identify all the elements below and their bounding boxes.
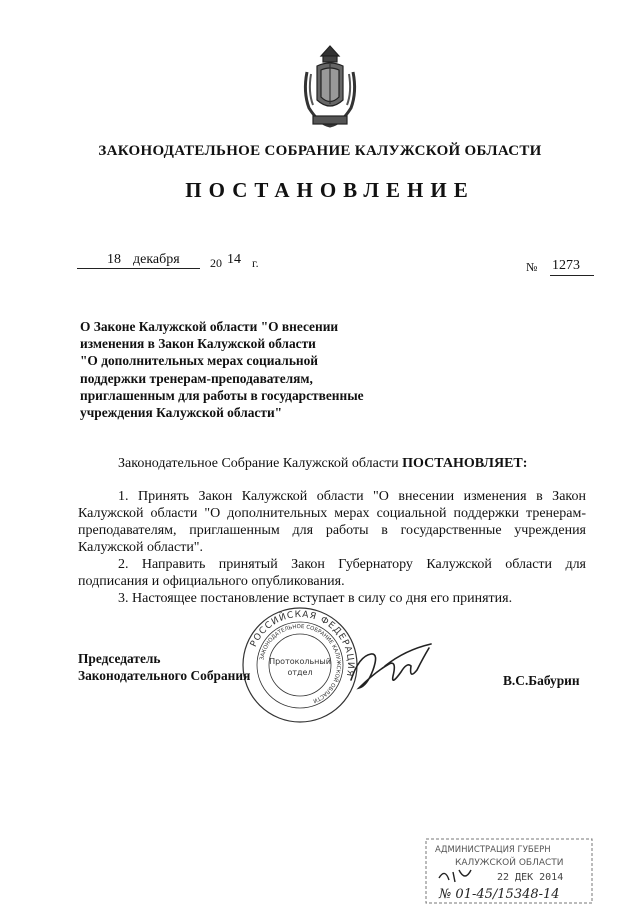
subject-line: поддержки тренерам-преподавателям, (80, 370, 313, 386)
date-day: 18 (107, 252, 121, 267)
document-date (77, 250, 277, 272)
number-value: 1273 (552, 258, 580, 273)
document-subject (80, 318, 400, 421)
subject-line: учреждения Калужской области" (80, 405, 283, 421)
registration-stamp (425, 838, 593, 904)
seal-inner-text: ЗАКОНОДАТЕЛЬНОЕ СОБРАНИЕ КАЛУЖСКОЙ ОБЛАСТИ (259, 623, 342, 704)
signatory-title-line: Законодательного Собрания (78, 668, 251, 683)
seal-center-line2: отдел (287, 668, 313, 677)
number-underline (550, 275, 594, 276)
document-body (78, 488, 586, 607)
stamp-line1: АДМИНИСТРАЦИЯ ГУБЕРН (435, 845, 551, 855)
decree-verb: ПОСТАНОВЛЯЕТ: (402, 456, 528, 471)
number-sign: № (526, 260, 538, 274)
stamp-date: 22 ДЕК 2014 (497, 872, 564, 883)
subject-line: приглашенным для работы в государственные (80, 387, 364, 403)
decree-lead: Законодательное Собрание Калужской области (118, 456, 399, 471)
document-type-title: ПОСТАНОВЛЕНИЕ (185, 178, 475, 202)
organization-name: ЗАКОНОДАТЕЛЬНОЕ СОБРАНИЕ КАЛУЖСКОЙ ОБЛАСТИ (98, 143, 542, 159)
handwritten-signature (345, 636, 435, 696)
date-month: декабря (133, 252, 180, 267)
date-suffix: г. (252, 256, 259, 270)
subject-line: изменения в Закон Калужской области (80, 336, 316, 352)
signatory-title (78, 650, 250, 684)
subject-line: О Законе Калужской области "О внесении (80, 319, 339, 334)
seal-outer-text: РОССИЙСКАЯ ФЕДЕРАЦИЯ (248, 609, 356, 678)
date-year-prefix: 20 (210, 256, 222, 270)
paragraph: 1. Принять Закон Калужской области "О внесении изменения в Закон Калужской области "О дополнительных мерах социальной поддержки тренерам-преподавателям, приглашенным для работы в государственные учреждения Калужской области". (78, 489, 586, 555)
official-seal (241, 606, 359, 724)
stamp-handwritten-number: № 01-45/15348-14 (439, 887, 560, 902)
date-year: 14 (227, 252, 241, 267)
coat-of-arms-icon (299, 42, 361, 130)
date-underline (77, 268, 200, 269)
signatory-name: В.С.Бабурин (503, 673, 580, 688)
subject-line: "О дополнительных мерах социальной (80, 353, 319, 369)
seal-center-line1: Протокольный (269, 657, 331, 666)
decree-statement (118, 456, 527, 472)
stamp-line2: КАЛУЖСКОЙ ОБЛАСТИ (455, 858, 564, 868)
paragraph: 2. Направить принятый Закон Губернатору Калужской области для подписания и официального опубликования. (78, 557, 586, 589)
document-number (526, 258, 606, 280)
paragraph: 3. Настоящее постановление вступает в силу со дня его принятия. (118, 591, 513, 606)
signatory-title-line: Председатель (78, 651, 161, 666)
